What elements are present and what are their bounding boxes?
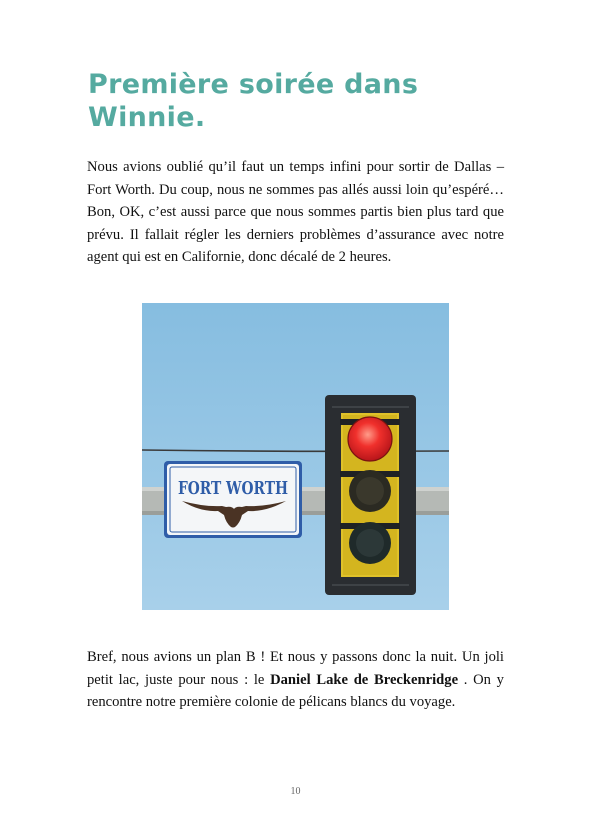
intro-paragraph: Nous avions oublié qu’il faut un temps infini pour sortir de Dallas – Fort Worth. Du coup, nous ne sommes pas allés aussi loin qu’espéré… Bon, OK, c’est aussi parce que nous sommes partis bien plus tard que prévu. Il fallait régler les derniers problèmes d’assurance avec notre agent qui est en Californie, donc décalé de 2 heures. (87, 159, 504, 265)
lake-paragraph-end: . On y rencontre notre première colonie de pélicans blancs du voyage. (87, 671, 504, 710)
lake-paragraph-text: Bref, nous avions un plan B ! Et nous y passons donc la nuit. Un joli petit lac, juste pour nous : le (87, 649, 504, 688)
fort-worth-sign (164, 461, 302, 538)
page-title: Première soirée dans Winnie. (88, 69, 419, 133)
page-number: 10 (290, 786, 301, 797)
sign-text: FORT WORTH (178, 478, 288, 499)
traffic-light-photo (142, 303, 449, 610)
lake-name: Daniel Lake de Breckenridge (270, 671, 459, 688)
lake-paragraph (87, 646, 504, 714)
traffic-light (325, 395, 416, 595)
